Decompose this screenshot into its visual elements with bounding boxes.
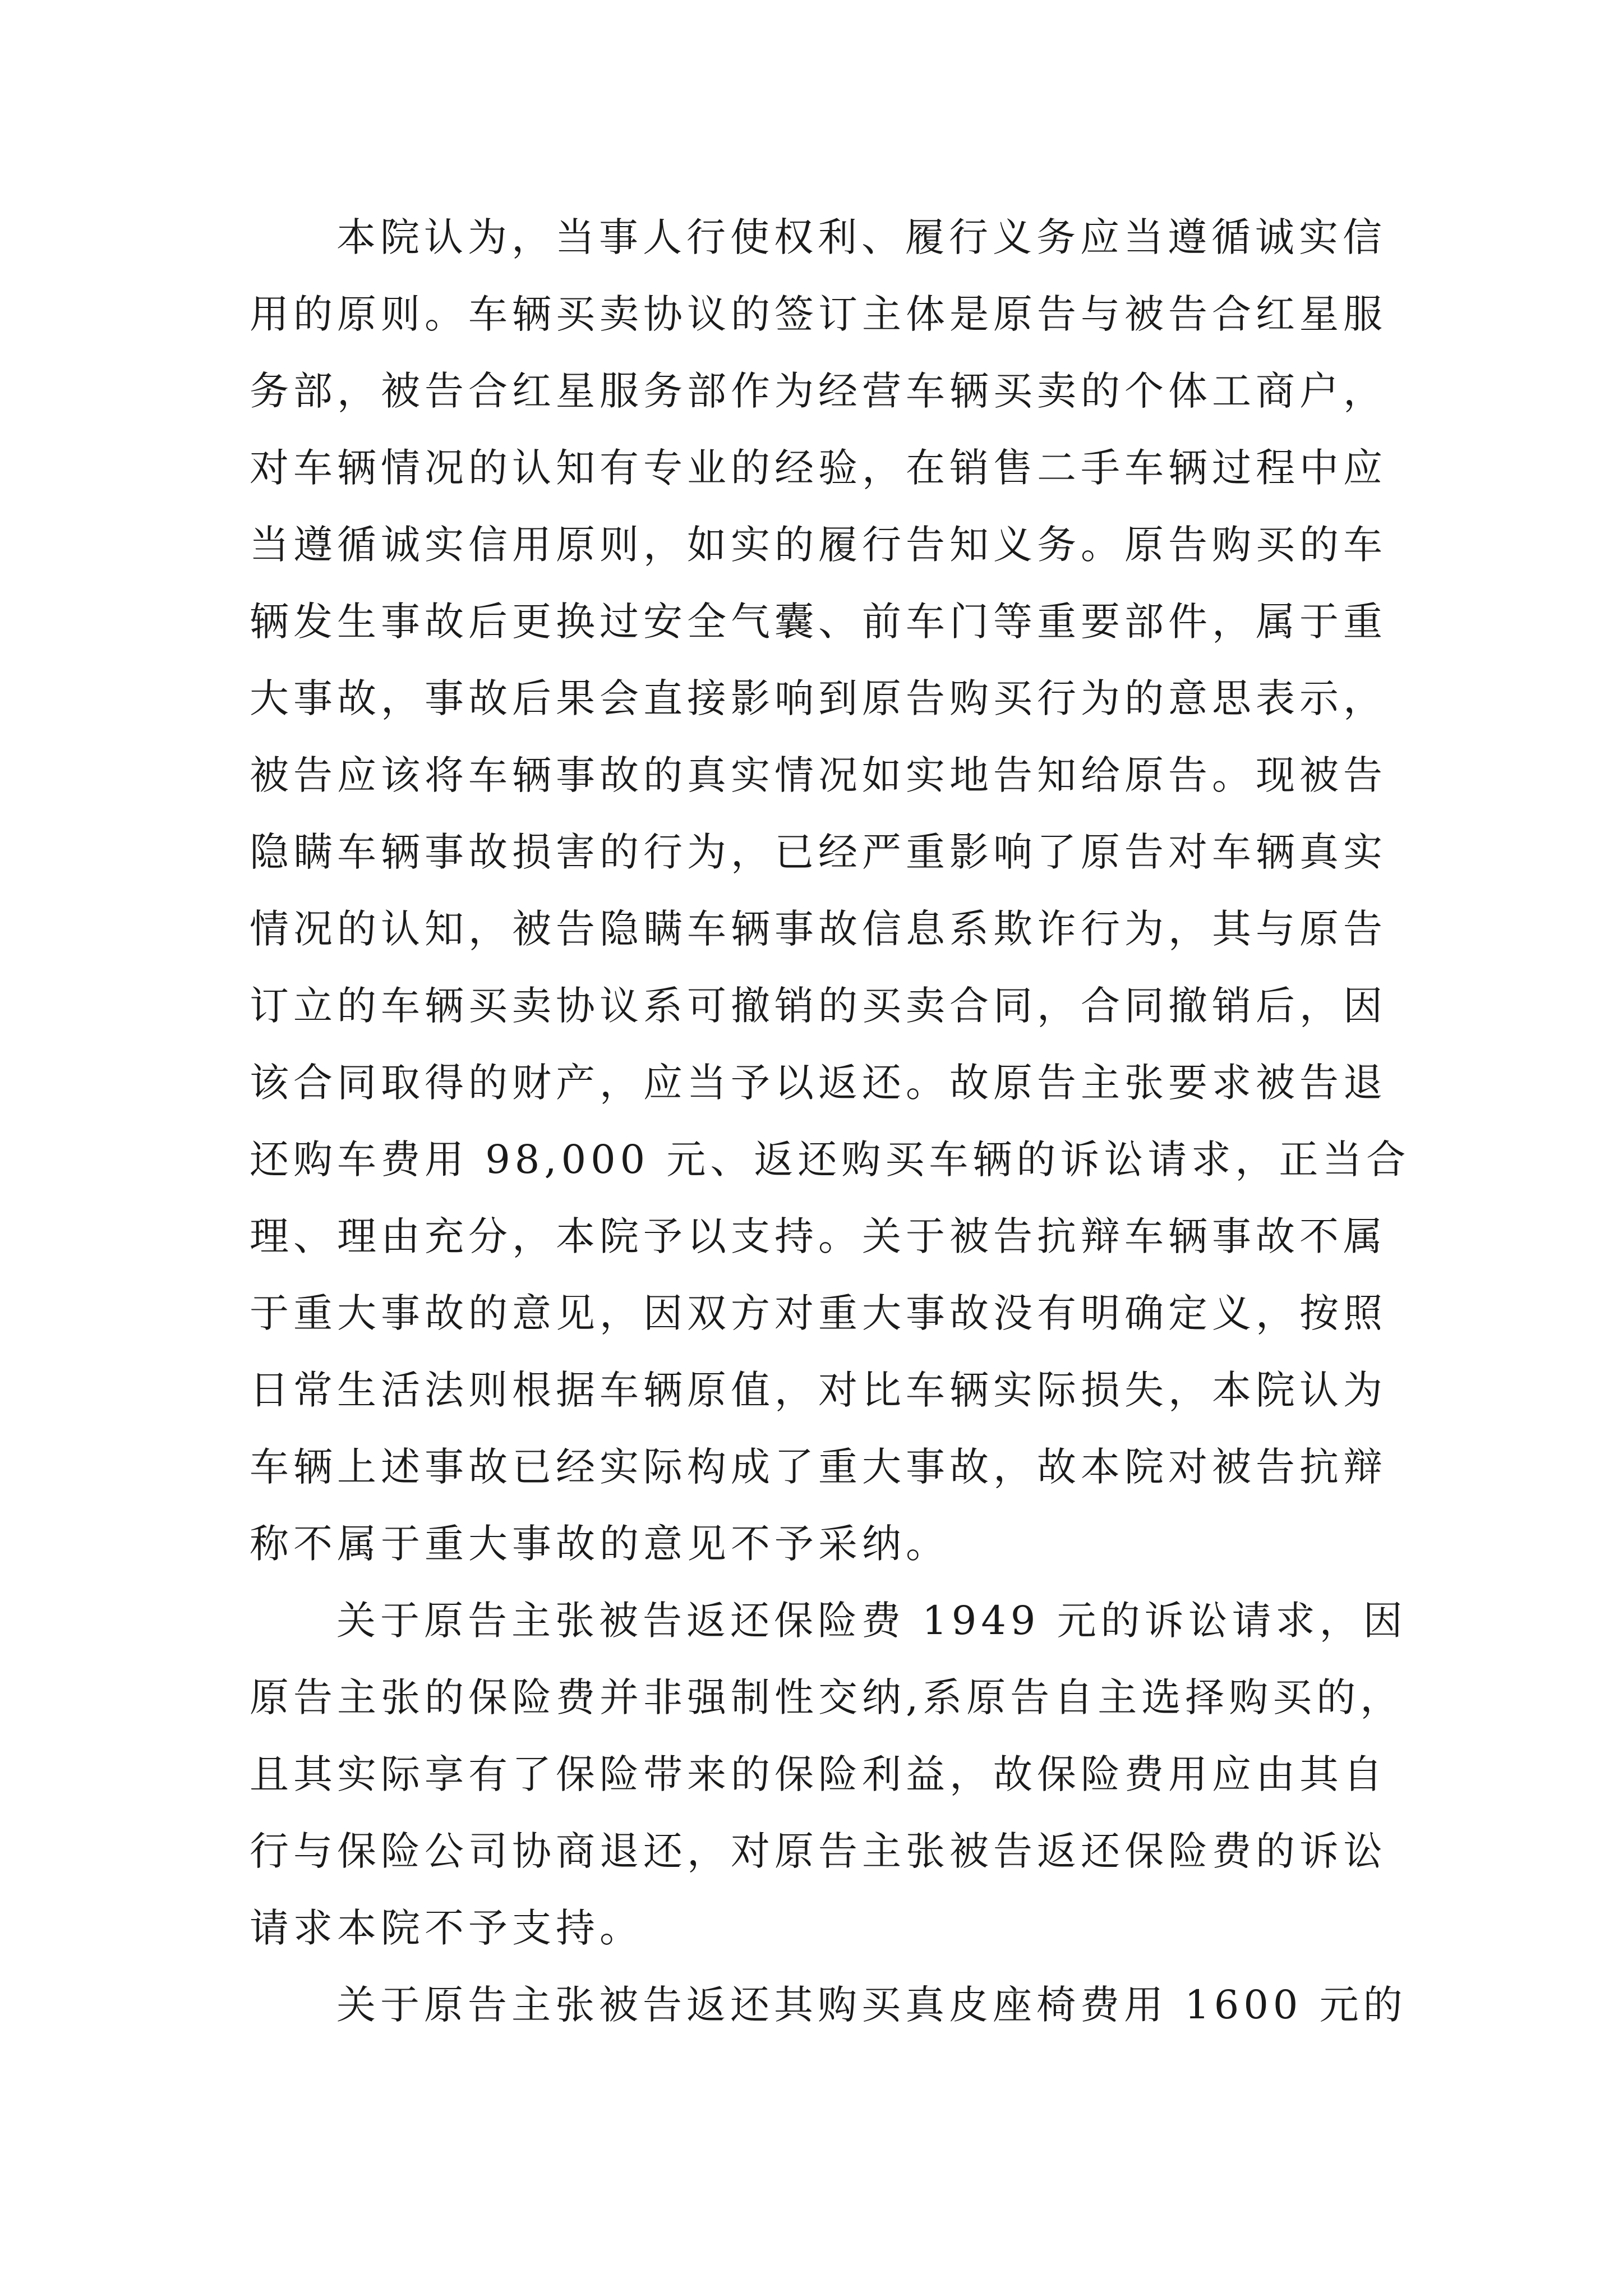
text-line: 请求本院不予支持。 bbox=[250, 1905, 643, 1951]
text-line: 订立的车辆买卖协议系可撤销的买卖合同，合同撤销后，因 bbox=[250, 983, 1387, 1029]
text-line: 于重大事故的意见，因双方对重大事故没有明确定义，按照 bbox=[250, 1290, 1387, 1336]
text-line: 原告主张的保险费并非强制性交纳,系原告自主选择购买的， bbox=[250, 1674, 1404, 1720]
text-line: 称不属于重大事故的意见不予采纳。 bbox=[250, 1521, 949, 1567]
text-line: 隐瞒车辆事故损害的行为，已经严重影响了原告对车辆真实 bbox=[250, 829, 1387, 875]
text-line: 用的原则。车辆买卖协议的签订主体是原告与被告合红星服 bbox=[250, 291, 1387, 337]
text-line: 且其实际享有了保险带来的保险利益，故保险费用应由其自 bbox=[250, 1751, 1387, 1797]
text-line: 日常生活法则根据车辆原值，对比车辆实际损失，本院认为 bbox=[250, 1367, 1387, 1413]
text-line: 该合同取得的财产，应当予以返还。故原告主张要求被告退 bbox=[250, 1060, 1387, 1106]
text-line: 关于原告主张被告返还保险费 1949 元的诉讼请求，因 bbox=[336, 1598, 1407, 1644]
text-line: 辆发生事故后更换过安全气囊、前车门等重要部件，属于重 bbox=[250, 599, 1387, 645]
text-line: 还购车费用 98,000 元、返还购买车辆的诉讼请求，正当合 bbox=[250, 1137, 1410, 1182]
text-line: 理、理由充分，本院予以支持。关于被告抗辩车辆事故不属 bbox=[250, 1213, 1387, 1259]
text-line: 情况的认知，被告隐瞒车辆事故信息系欺诈行为，其与原告 bbox=[250, 906, 1387, 952]
text-line: 大事故，事故后果会直接影响到原告购买行为的意思表示， bbox=[250, 675, 1387, 721]
text-line: 行与保险公司协商退还，对原告主张被告返还保险费的诉讼 bbox=[250, 1828, 1387, 1874]
document-body bbox=[250, 199, 1410, 2044]
text-line: 当遵循诚实信用原则，如实的履行告知义务。原告购买的车 bbox=[250, 522, 1387, 568]
text-line: 本院认为，当事人行使权利、履行义务应当遵循诚实信 bbox=[336, 214, 1386, 260]
text-line: 关于原告主张被告返还其购买真皮座椅费用 1600 元的 bbox=[336, 1982, 1407, 2028]
text-line: 务部，被告合红星服务部作为经营车辆买卖的个体工商户， bbox=[250, 368, 1387, 414]
text-line: 被告应该将车辆事故的真实情况如实地告知给原告。现被告 bbox=[250, 752, 1387, 798]
text-line: 车辆上述事故已经实际构成了重大事故，故本院对被告抗辩 bbox=[250, 1444, 1387, 1490]
text-line: 对车辆情况的认知有专业的经验，在销售二手车辆过程中应 bbox=[250, 445, 1387, 491]
